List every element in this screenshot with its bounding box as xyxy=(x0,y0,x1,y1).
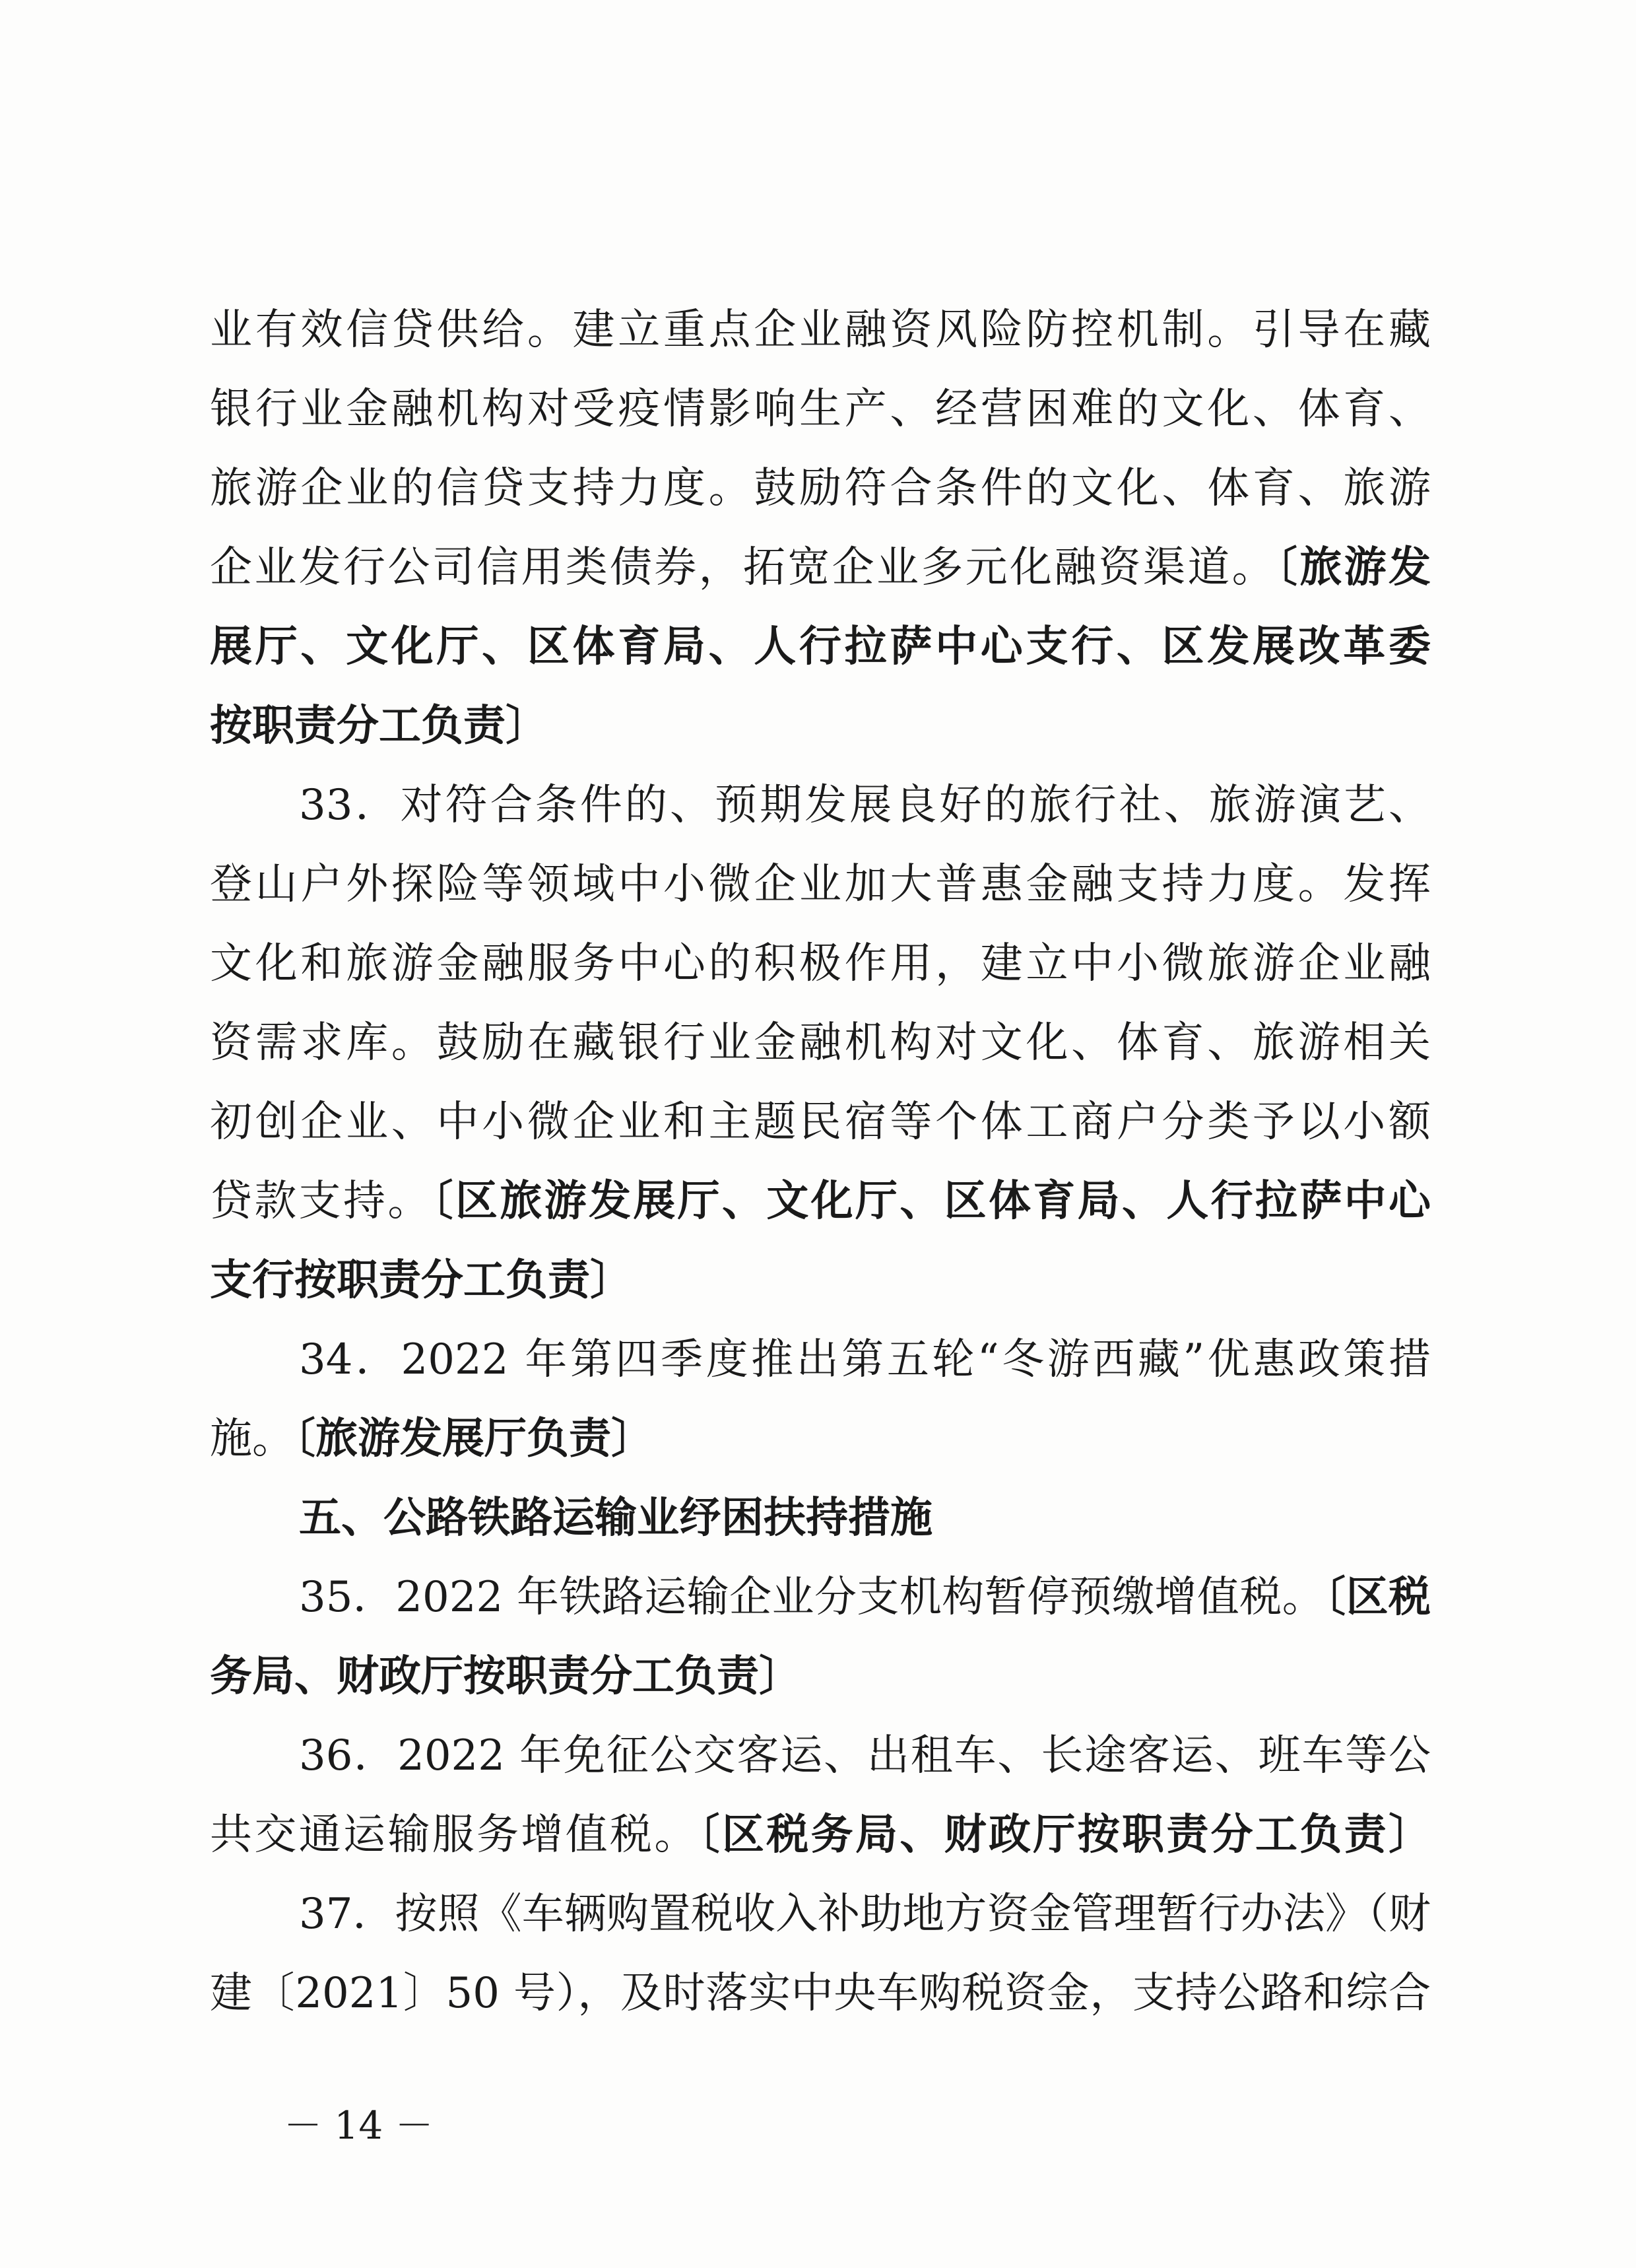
item-33-line: 33．对符合条件的、预期发展良好的旅行社、旅游演艺、 xyxy=(299,781,1431,830)
paragraph-line: 登山户外探险等领域中小微企业加大普惠金融支持力度。发挥 xyxy=(210,860,1431,909)
paragraph-line: 业有效信贷供给。建立重点企业融资风险防控机制。引导在藏 xyxy=(210,306,1431,354)
paragraph-line xyxy=(210,1399,1431,1479)
responsibility-note: 〔区税务局、财政厅按职责分工负责〕 xyxy=(698,1810,1431,1859)
responsibility-note: 〔旅游发展厅负责〕 xyxy=(294,1414,653,1463)
item-37-line: 37．按照《车辆购置税收入补助地方资金管理暂行办法》（财 xyxy=(299,1890,1431,1939)
paragraph-line xyxy=(210,1795,1431,1875)
responsibility-note: 支行按职责分工负责〕 xyxy=(210,1255,632,1305)
item-36-line: 36．2022 年免征公交客运、出租车、长途客运、班车等公 xyxy=(299,1731,1431,1780)
paragraph-line xyxy=(210,528,1431,607)
paragraph-line: 文化和旅游金融服务中心的积极作用，建立中小微旅游企业融 xyxy=(210,939,1431,988)
line-text: 贷款支持。 xyxy=(210,1177,432,1226)
line-text: 35．2022 年铁路运输企业分支机构暂停预缴增值税。 xyxy=(299,1573,1325,1622)
section-heading: 五、公路铁路运输业纾困扶持措施 xyxy=(299,1494,933,1543)
item-34-line: 34．2022 年第四季度推出第五轮“冬游西藏”优惠政策措 xyxy=(299,1335,1431,1384)
paragraph-line: 银行业金融机构对受疫情影响生产、经营困难的文化、体育、 xyxy=(210,385,1431,434)
responsibility-note: 〔旅游发 xyxy=(1276,543,1431,592)
item-35-line xyxy=(210,1558,1431,1637)
paragraph-line: 资需求库。鼓励在藏银行业金融机构对文化、体育、旅游相关 xyxy=(210,1018,1431,1067)
page-number: － 14 － xyxy=(284,2103,434,2148)
responsibility-note: 〔区旅游发展厅、文化厅、区体育局、人行拉萨中心 xyxy=(432,1176,1431,1226)
responsibility-note: 〔区税 xyxy=(1325,1572,1431,1622)
responsibility-note: 务局、财政厅按职责分工负责〕 xyxy=(210,1651,801,1701)
paragraph-line: 旅游企业的信贷支持力度。鼓励符合条件的文化、体育、旅游 xyxy=(210,464,1431,513)
paragraph-line: 建〔2021〕50 号），及时落实中央车购税资金，支持公路和综合 xyxy=(210,1969,1431,2018)
responsibility-note: 展厅、文化厅、区体育局、人行拉萨中心支行、区发展改革委 xyxy=(210,622,1431,671)
paragraph-line xyxy=(210,1162,1431,1241)
responsibility-note: 按职责分工负责〕 xyxy=(210,701,548,750)
line-text: 企业发行公司信用类债券，拓宽企业多元化融资渠道。 xyxy=(210,543,1276,592)
line-text: 施。 xyxy=(210,1415,294,1463)
paragraph-line: 初创企业、中小微企业和主题民宿等个体工商户分类予以小额 xyxy=(210,1098,1431,1147)
body-text xyxy=(210,290,1431,2033)
line-text: 共交通运输服务增值税。 xyxy=(210,1811,699,1859)
